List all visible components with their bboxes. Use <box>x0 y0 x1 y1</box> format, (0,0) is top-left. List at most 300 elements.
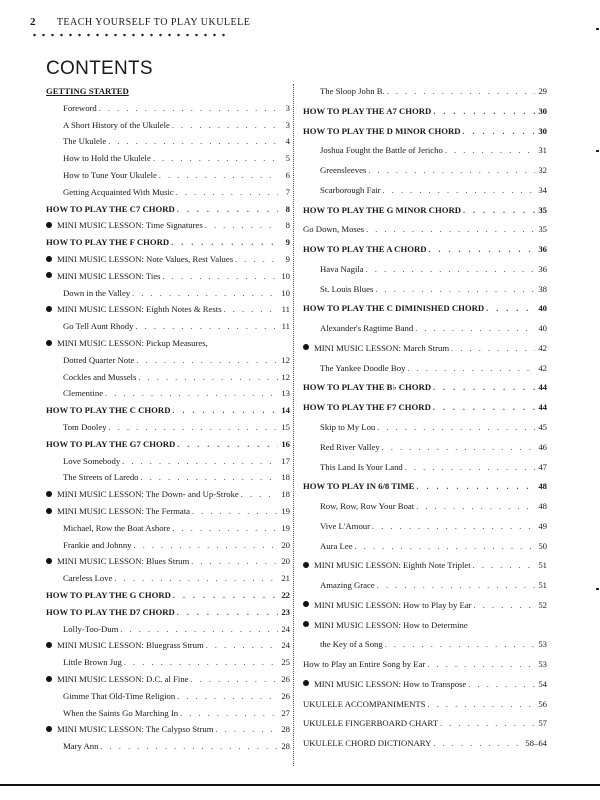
toc-entry-page: 15 <box>281 422 290 432</box>
dot-leader <box>445 146 535 155</box>
toc-entry-page: 9 <box>285 237 290 248</box>
toc-entry[interactable] <box>46 136 290 146</box>
toc-entry-title: HOW TO PLAY THE G CHORD <box>46 590 171 600</box>
dot-leader <box>177 440 278 449</box>
toc-entry-title: Scarborough Fair <box>320 184 381 195</box>
toc-entry[interactable] <box>46 153 290 163</box>
toc-entry-title: Go Tell Aunt Rhody <box>63 321 134 332</box>
toc-entry-page: 44 <box>538 382 547 393</box>
dot-leader <box>427 660 535 669</box>
toc-entry[interactable] <box>303 679 547 689</box>
toc-entry[interactable] <box>303 224 547 234</box>
dot-leader <box>206 641 278 650</box>
dot-leader <box>416 502 535 511</box>
toc-entry[interactable] <box>303 738 547 748</box>
toc-entry-title: Clementine <box>63 388 104 399</box>
dot-leader <box>172 524 278 533</box>
toc-entry-page: 53 <box>538 639 547 650</box>
toc-entry-title: HOW TO PLAY THE B♭ CHORD <box>303 382 432 393</box>
toc-entry-page: 19 <box>281 506 290 516</box>
toc-entry-page: 49 <box>538 520 547 531</box>
toc-entry[interactable] <box>303 541 547 551</box>
toc-entry[interactable] <box>46 456 290 466</box>
toc-entry[interactable] <box>46 304 290 314</box>
toc-entry[interactable] <box>303 126 547 136</box>
toc-entry-page: 38 <box>538 283 547 294</box>
toc-entry-title: Skip to My Lou <box>320 422 376 432</box>
dot-leader <box>416 482 535 491</box>
dot-leader <box>433 403 535 412</box>
dot-leader <box>451 344 535 353</box>
toc-entry[interactable] <box>303 363 547 373</box>
dot-leader <box>172 406 278 415</box>
toc-entry[interactable] <box>46 439 290 449</box>
toc-entry-page: 57 <box>538 718 547 729</box>
toc-entry-title: the Key of a Song <box>320 639 383 650</box>
toc-entry-page: 50 <box>538 540 547 551</box>
toc-entry[interactable] <box>303 580 547 590</box>
toc-entry-title: MINI MUSIC LESSON: How to Transpose <box>303 679 466 689</box>
toc-entry-page: 5 <box>285 153 290 164</box>
dot-leader <box>407 364 535 373</box>
dot-leader <box>468 680 535 689</box>
dot-leader <box>108 137 278 146</box>
running-header <box>30 16 560 28</box>
toc-entry[interactable] <box>46 271 290 281</box>
toc-entry-page: 18 <box>281 489 290 500</box>
toc-entry[interactable] <box>303 659 547 669</box>
toc-entry-title: The Yankee Doodle Boy <box>320 362 406 373</box>
toc-entry-title: Amazing Grace <box>320 580 375 591</box>
dot-leader <box>135 322 278 331</box>
dot-leader <box>377 581 535 590</box>
toc-entry[interactable] <box>46 388 290 398</box>
toc-entry[interactable] <box>46 540 290 550</box>
toc-entry-title: HOW TO PLAY THE G7 CHORD <box>46 438 176 449</box>
toc-entry-title: How to Play an Entire Song by Ear <box>303 659 426 670</box>
toc-entry-title: Little Brown Jug <box>63 657 122 668</box>
toc-entry-title: HOW TO PLAY THE D MINOR CHORD <box>303 125 461 136</box>
toc-entry-title: When the Saints Go Marching In <box>63 707 179 718</box>
toc-entry-page: 40 <box>538 303 547 314</box>
toc-entry[interactable] <box>46 573 290 583</box>
dot-leader <box>383 186 535 195</box>
toc-entry[interactable] <box>46 506 290 516</box>
toc-entry[interactable] <box>46 422 290 432</box>
bottom-rule <box>0 784 600 786</box>
toc-entry[interactable] <box>46 355 290 365</box>
toc-entry-title: Greensleeves <box>320 165 367 176</box>
toc-entry-title: Mary Ann <box>63 741 99 752</box>
toc-entry[interactable] <box>303 620 547 630</box>
toc-entry-page: 36 <box>538 244 547 255</box>
toc-entry[interactable] <box>303 560 547 570</box>
scan-mark <box>596 150 599 152</box>
toc-entry-page: 35 <box>538 204 547 215</box>
toc-entry-page: 20 <box>281 539 290 550</box>
toc-entry-title: HOW TO PLAY THE C7 CHORD <box>46 203 175 214</box>
toc-entry-page: 28 <box>281 741 290 752</box>
toc-entry[interactable] <box>303 205 547 215</box>
toc-entry-title: Dotted Quarter Note <box>63 354 135 365</box>
toc-entry-title: Love Somebody <box>63 455 121 466</box>
dot-leader <box>366 265 535 274</box>
toc-entry-title: HOW TO PLAY THE D7 CHORD <box>46 606 175 617</box>
toc-entry-title: St. Louis Blues <box>320 283 374 294</box>
dot-leader <box>177 692 278 701</box>
toc-entry-page: 11 <box>281 304 290 315</box>
toc-entry-title: UKULELE CHORD DICTIONARY <box>303 738 432 749</box>
toc-entry-page: 40 <box>538 323 547 334</box>
toc-entry-page: 6 <box>285 170 290 180</box>
toc-entry-title: HOW TO PLAY THE A CHORD <box>303 244 427 255</box>
toc-entry-page: 56 <box>538 698 547 709</box>
toc-entry-title: Go Down, Moses <box>303 224 365 235</box>
dot-leader <box>176 188 278 197</box>
toc-entry[interactable] <box>303 185 547 195</box>
dot-leader <box>433 107 535 116</box>
toc-entry-page: 12 <box>281 371 290 382</box>
dot-leader <box>215 725 278 734</box>
toc-entry-page: 16 <box>281 438 290 449</box>
dot-leader <box>191 557 278 566</box>
toc-entry-title: HOW TO PLAY THE F7 CHORD <box>303 402 431 413</box>
toc-entry[interactable] <box>303 699 547 709</box>
dot-leader <box>153 154 278 163</box>
toc-entry[interactable] <box>303 442 547 452</box>
header-dot-rule <box>30 33 230 37</box>
toc-entry-page: 28 <box>281 724 290 735</box>
dot-leader <box>405 463 535 472</box>
dot-leader <box>173 591 278 600</box>
toc-entry-page: 9 <box>285 254 290 264</box>
dot-leader <box>440 719 535 728</box>
toc-entry-page: 17 <box>281 455 290 466</box>
toc-entry-page: 24 <box>281 640 290 651</box>
toc-entry[interactable] <box>303 422 547 432</box>
dot-leader <box>433 739 523 748</box>
toc-entry[interactable] <box>46 607 290 617</box>
toc-entry[interactable] <box>46 624 290 634</box>
toc-entry[interactable] <box>303 323 547 333</box>
toc-entry-title: Joshua Fought the Battle of Jericho <box>320 145 443 156</box>
toc-entry-title: Hava Nagila <box>320 263 364 274</box>
toc-entry-title: MINI MUSIC LESSON: Time Signatures <box>46 220 203 230</box>
toc-entry[interactable] <box>46 640 290 650</box>
toc-entry[interactable] <box>303 165 547 175</box>
dot-leader <box>138 373 278 382</box>
dot-leader <box>486 304 535 313</box>
toc-entry[interactable] <box>303 244 547 254</box>
dot-leader <box>159 171 278 180</box>
toc-entry-page: 26 <box>281 690 290 701</box>
toc-entry-title: MINI MUSIC LESSON: The Down- and Up-Stroke <box>46 489 239 499</box>
dot-leader <box>180 709 278 718</box>
toc-entry-page: 54 <box>538 678 547 689</box>
toc-entry[interactable] <box>303 284 547 294</box>
toc-entry-page: 58–64 <box>525 738 547 749</box>
toc-entry-page: 8 <box>285 220 290 231</box>
toc-entry-page: 12 <box>281 354 290 365</box>
toc-entry-title: MINI MUSIC LESSON: Eighth Note Triplet <box>303 560 471 570</box>
toc-entry-title: HOW TO PLAY THE A7 CHORD <box>303 105 432 116</box>
dot-leader <box>473 561 535 570</box>
dot-leader <box>177 205 278 214</box>
dot-leader <box>382 443 535 452</box>
toc-entry-page: 34 <box>538 184 547 195</box>
toc-entry-page: 22 <box>281 590 290 600</box>
toc-entry[interactable] <box>46 691 290 701</box>
dot-leader <box>433 383 535 392</box>
toc-entry[interactable] <box>46 120 290 130</box>
toc-entry[interactable] <box>303 303 547 313</box>
toc-entry-title: MINI MUSIC LESSON: Note Values, Rest Values <box>46 254 233 264</box>
dot-leader <box>100 742 278 751</box>
dot-leader <box>132 289 278 298</box>
toc-entry-title: How to Hold the Ukulele <box>63 153 151 164</box>
toc-entry[interactable] <box>303 145 547 155</box>
toc-entry[interactable] <box>303 343 547 353</box>
running-title: TEACH YOURSELF TO PLAY UKULELE <box>56 17 251 28</box>
dot-leader <box>429 245 535 254</box>
toc-entry-page: 48 <box>538 501 547 512</box>
toc-entry[interactable] <box>303 521 547 531</box>
toc-entry-page: 46 <box>538 441 547 452</box>
toc-entry-page: 42 <box>538 362 547 373</box>
toc-entry-page: 30 <box>538 125 547 136</box>
dot-leader <box>474 601 535 610</box>
toc-entry-page: 4 <box>285 136 290 147</box>
toc-entry-page: 10 <box>281 270 290 281</box>
toc-entry-title: HOW TO PLAY THE C CHORD <box>46 405 171 416</box>
toc-entry-page: 51 <box>538 580 547 591</box>
toc-entry-title: Vive L'Amour <box>320 520 371 531</box>
toc-entry-title: Foreword <box>63 102 97 113</box>
toc-entry-title: HOW TO PLAY THE F CHORD <box>46 237 170 248</box>
toc-entry-page: 10 <box>281 287 290 298</box>
toc-entry[interactable] <box>46 338 290 348</box>
toc-entry-page: 45 <box>538 422 547 432</box>
toc-entry-page: 19 <box>281 522 290 533</box>
scan-mark <box>596 28 599 30</box>
dot-leader <box>368 166 535 175</box>
toc-entry[interactable] <box>46 220 290 230</box>
dot-leader <box>205 221 278 230</box>
toc-entry[interactable] <box>303 264 547 274</box>
dot-leader <box>122 457 278 466</box>
toc-entry[interactable] <box>46 204 290 214</box>
toc-entry-title: HOW TO PLAY THE G MINOR CHORD <box>303 204 462 215</box>
dot-leader <box>385 640 535 649</box>
toc-entry-title: Michael, Row the Boat Ashore <box>63 522 171 533</box>
toc-entry-title: A Short History of the Ukulele <box>63 119 170 130</box>
toc-entry-title: Cockles and Mussels <box>63 371 137 382</box>
toc-entry-title: The Sloop John B. <box>320 86 385 96</box>
toc-entry-page: 3 <box>285 119 290 130</box>
column-divider <box>293 84 294 766</box>
toc-entry-page: 27 <box>281 707 290 718</box>
toc-entry-title: MINI MUSIC LESSON: The Calypso Strum <box>46 724 213 734</box>
toc-entry-page: 26 <box>281 674 290 684</box>
toc-entry-page: 21 <box>281 573 290 584</box>
page-title: CONTENTS <box>46 58 153 79</box>
toc-entry-title: The Ukulele <box>63 136 107 147</box>
dot-leader <box>163 272 278 281</box>
toc-entry-page: 31 <box>538 145 547 156</box>
dot-leader <box>355 542 535 551</box>
toc-entry[interactable] <box>303 718 547 728</box>
scan-mark <box>596 588 599 590</box>
dot-leader <box>114 574 278 583</box>
dot-leader <box>172 121 278 130</box>
toc-entry-page: 32 <box>538 165 547 176</box>
toc-entry-page: 11 <box>281 321 290 332</box>
toc-entry-title: MINI MUSIC LESSON: How to Play by Ear <box>303 600 472 610</box>
toc-entry-title: The Streets of Laredo <box>63 472 139 483</box>
toc-entry-page: 42 <box>538 342 547 353</box>
dot-leader <box>375 285 535 294</box>
toc-entry[interactable] <box>303 106 547 116</box>
toc-entry-title: HOW TO PLAY IN 6/8 TIME <box>303 481 415 492</box>
toc-entry-title: Red River Valley <box>320 441 380 452</box>
toc-entry-title: MINI MUSIC LESSON: Blues Strum <box>46 556 189 566</box>
toc-entry[interactable] <box>46 405 290 415</box>
toc-entry-title: UKULELE ACCOMPANIMENTS <box>303 698 426 709</box>
dot-leader <box>109 423 278 432</box>
toc-entry[interactable] <box>46 741 290 751</box>
toc-entry[interactable] <box>303 481 547 491</box>
dot-leader <box>177 608 278 617</box>
toc-entry-title: How to Tune Your Ukulele <box>63 170 157 180</box>
toc-entry[interactable] <box>46 254 290 264</box>
page-number: 2 <box>30 16 36 28</box>
toc-entry-page: 13 <box>281 388 290 399</box>
toc-entry-title: Aura Lee <box>320 540 353 551</box>
dot-leader <box>415 324 535 333</box>
toc-entry-title: UKULELE FINGERBOARD CHART <box>303 718 439 729</box>
toc-entry-title: Frankie and Johnny <box>63 539 132 550</box>
toc-entry[interactable] <box>46 321 290 331</box>
toc-entry-page: 51 <box>538 560 547 571</box>
toc-entry-page: 25 <box>281 657 290 668</box>
toc-entry-page: 24 <box>281 623 290 634</box>
dot-leader <box>134 541 278 550</box>
toc-entry-title: Alexander's Ragtime Band <box>320 323 414 334</box>
toc-entry[interactable] <box>303 639 547 649</box>
dot-leader <box>99 104 278 113</box>
toc-entry[interactable] <box>46 86 290 96</box>
toc-entry[interactable] <box>46 708 290 718</box>
dot-leader <box>171 238 278 247</box>
toc-entry-page: 14 <box>281 405 290 416</box>
toc-entry[interactable] <box>46 237 290 247</box>
toc-entry-page: 52 <box>538 599 547 610</box>
toc-entry-page: 47 <box>538 461 547 472</box>
toc-entry-page: 18 <box>281 472 290 483</box>
dot-leader <box>366 225 535 234</box>
dot-leader <box>124 658 278 667</box>
toc-entry[interactable] <box>46 288 290 298</box>
dot-leader <box>192 507 278 516</box>
toc-entry[interactable] <box>303 382 547 392</box>
toc-entry-title: MINI MUSIC LESSON: Eighth Notes & Rests <box>46 304 222 314</box>
toc-entry[interactable] <box>46 187 290 197</box>
toc-entry[interactable] <box>46 724 290 734</box>
toc-entry-title: MINI MUSIC LESSON: March Strum <box>303 343 449 353</box>
dot-leader <box>463 127 535 136</box>
toc-entry-page: 23 <box>281 606 290 617</box>
toc-entry-title: Getting Acquainted With Music <box>63 186 174 197</box>
dot-leader <box>191 675 278 684</box>
toc-entry[interactable] <box>303 501 547 511</box>
toc-entry-title: Down in the Valley <box>63 287 131 298</box>
toc-entry-title: Careless Love <box>63 573 113 584</box>
toc-entry[interactable] <box>46 590 290 600</box>
toc-entry-title: MINI MUSIC LESSON: Ties <box>46 271 161 281</box>
toc-entry[interactable] <box>303 402 547 412</box>
toc-entry-title: This Land Is Your Land <box>320 461 403 472</box>
toc-entry-title: HOW TO PLAY THE C DIMINISHED CHORD <box>303 303 485 314</box>
toc-entry[interactable] <box>46 489 290 499</box>
toc-entry-title: MINI MUSIC LESSON: Bluegrass Strum <box>46 640 204 650</box>
toc-entry-title: Row, Row, Row Your Boat <box>320 501 415 512</box>
toc-entry[interactable] <box>303 86 547 96</box>
toc-entry-page: 30 <box>538 105 547 116</box>
toc-entry-page: 44 <box>538 402 547 413</box>
toc-entry-title: MINI MUSIC LESSON: Pickup Measures, <box>46 338 208 348</box>
dot-leader <box>105 389 278 398</box>
dot-leader <box>224 305 278 314</box>
toc-entry[interactable] <box>303 600 547 610</box>
toc-entry[interactable] <box>46 103 290 113</box>
toc-entry[interactable] <box>46 556 290 566</box>
toc-entry-page: 3 <box>285 102 290 113</box>
toc-entry-title: Gimme That Old-Time Religion <box>63 690 176 701</box>
toc-entry[interactable] <box>46 170 290 180</box>
toc-entry[interactable] <box>46 472 290 482</box>
toc-entry-title: MINI MUSIC LESSON: The Fermata <box>46 506 190 516</box>
dot-leader <box>136 356 278 365</box>
toc-entry-title: MINI MUSIC LESSON: How to Determine <box>303 620 468 630</box>
dot-leader <box>387 87 535 96</box>
toc-entry-page: 7 <box>285 186 290 197</box>
toc-entry-title: Lolly-Too-Dum <box>63 623 119 634</box>
toc-entry[interactable] <box>46 674 290 684</box>
dot-leader <box>241 490 278 499</box>
toc-entry-page: 36 <box>538 263 547 274</box>
toc-entry-title: GETTING STARTED <box>46 86 129 96</box>
toc-entry[interactable] <box>303 462 547 472</box>
toc-entry-title: Tom Dooley <box>63 422 107 432</box>
dot-leader <box>463 206 535 215</box>
dot-leader <box>141 473 278 482</box>
toc-entry[interactable] <box>46 657 290 667</box>
dot-leader <box>120 625 278 634</box>
dot-leader <box>428 700 535 709</box>
dot-leader <box>372 522 535 531</box>
toc-entry-page: 29 <box>538 86 547 96</box>
toc-entry[interactable] <box>46 372 290 382</box>
toc-entry-title: MINI MUSIC LESSON: D.C. al Fine <box>46 674 189 684</box>
toc-entry-page: 20 <box>281 556 290 567</box>
toc-entry-page: 35 <box>538 224 547 235</box>
toc-entry[interactable] <box>46 523 290 533</box>
toc-entry-page: 48 <box>538 481 547 492</box>
dot-leader <box>377 423 535 432</box>
toc-entry-page: 8 <box>285 203 290 214</box>
dot-leader <box>235 255 278 264</box>
toc-entry-page: 53 <box>538 659 547 670</box>
